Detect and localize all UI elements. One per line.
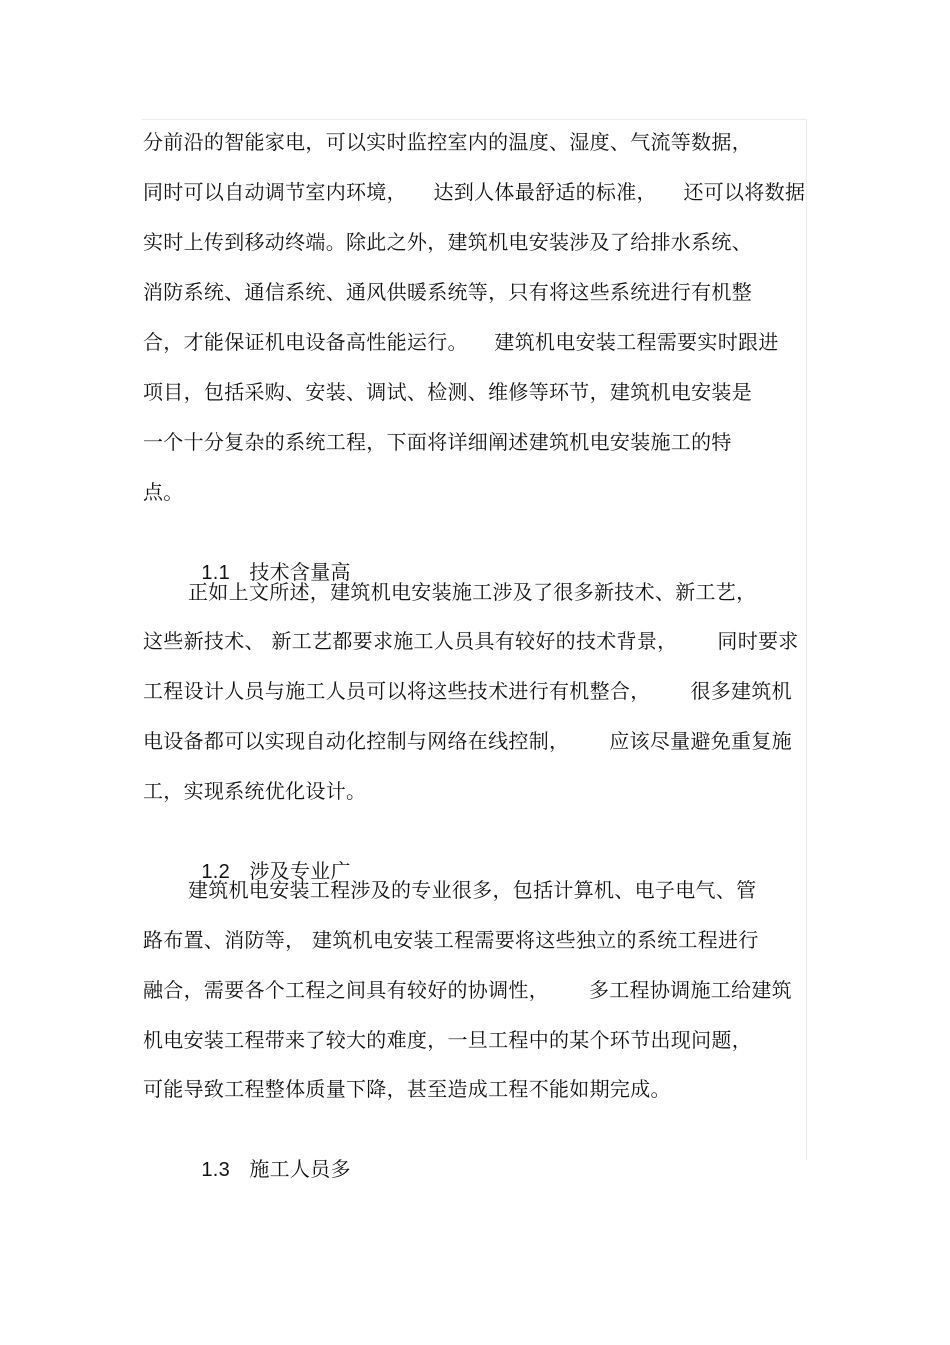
paragraph-line: 实时上传到移动终端。除此之外，建筑机电安装涉及了给排水系统、 [143,230,752,254]
paragraph-line: 建筑机电安装工程涉及的专业很多，包括计算机、电子电气、管 [188,878,757,902]
section-heading-1-2 [188,826,351,883]
paragraph-line: 机电安装工程带来了较大的难度，一旦工程中的某个环节出现问题， [143,1028,752,1052]
paragraph-line: 工，实现系统优化设计。 [143,779,367,803]
paragraph-line: 这些新技术、 新工艺都要求施工人员具有较好的技术背景， 同时要求 [143,629,799,653]
paragraph-line: 可能导致工程整体质量下降，甚至造成工程不能如期完成。 [143,1077,671,1101]
section-title: 施工人员多 [249,1157,351,1181]
paragraph-line: 正如上文所述，建筑机电安装施工涉及了很多新技术、新工艺， [188,580,757,604]
paragraph-line: 合，才能保证机电设备高性能运行。 建筑机电安装工程需要实时跟进 [143,330,779,354]
paragraph-line: 项目，包括采购、安装、调试、检测、维修等环节，建筑机电安装是 [143,380,752,404]
paragraph-line: 一个十分复杂的系统工程，下面将详细阐述建筑机电安装施工的特 [143,430,732,454]
section-heading-1-3 [188,1124,351,1181]
paragraph-line: 电设备都可以实现自动化控制与网络在线控制， 应该尽量避免重复施 [143,729,792,753]
paragraph-line: 同时可以自动调节室内环境， 达到人体最舒适的标准， 还可以将数据 [143,180,806,204]
section-title: 技术含量高 [249,560,351,584]
paragraph-line: 分前沿的智能家电，可以实时监控室内的温度、湿度、气流等数据， [143,130,752,154]
section-heading-1-1 [188,527,351,584]
section-title: 涉及专业广 [249,859,351,883]
paragraph-line: 点。 [143,480,184,504]
section-number: 1.1 [201,562,231,584]
paragraph-line: 消防系统、通信系统、通风供暖系统等，只有将这些系统进行有机整 [143,280,752,304]
paragraph-line: 工程设计人员与施工人员可以将这些技术进行有机整合， 很多建筑机 [143,679,792,703]
section-number: 1.3 [201,1159,231,1181]
paragraph-line: 路布置、消防等， 建筑机电安装工程需要将这些独立的系统工程进行 [143,928,759,952]
section-number: 1.2 [201,861,231,883]
paragraph-line: 融合，需要各个工程之间具有较好的协调性， 多工程协调施工给建筑 [143,978,792,1002]
